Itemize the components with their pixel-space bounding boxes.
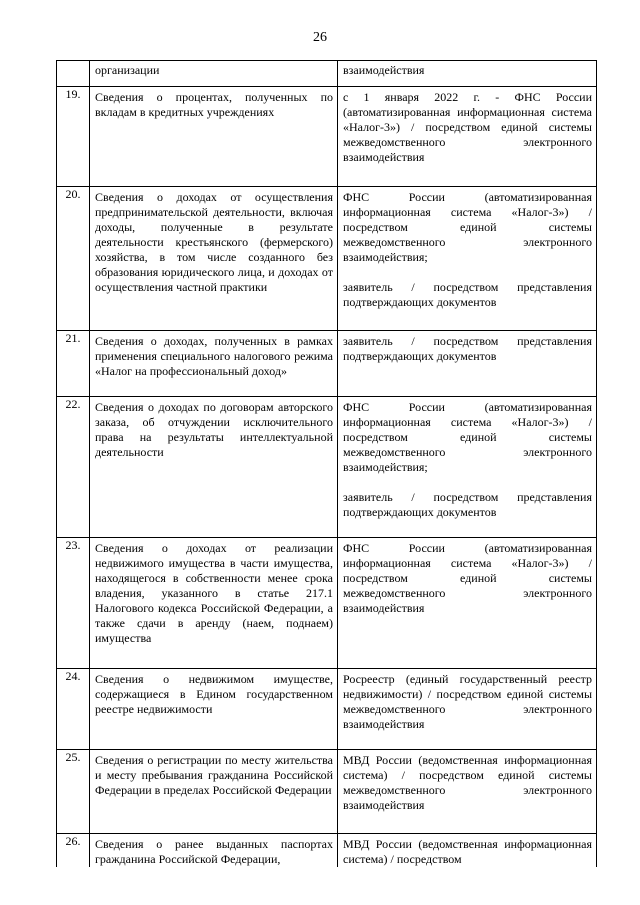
row-source — [338, 834, 596, 867]
row-description-cell — [90, 397, 338, 521]
row-gap-cell — [338, 646, 597, 669]
row-source-cell — [338, 669, 597, 733]
row-number: 23. — [57, 538, 90, 647]
row-gap-cell — [90, 379, 338, 397]
row-description: Сведения о доходах по договорам авторского заказа, об отчуждении исключительного права на результаты интеллектуальной деятельности — [95, 400, 333, 459]
row-gap — [57, 165, 597, 187]
table-row — [57, 750, 597, 814]
page-number: 26 — [313, 30, 327, 45]
row-gap-cell — [90, 165, 338, 187]
row-gap-cell — [338, 813, 597, 834]
row-number: 26. — [57, 834, 90, 868]
row-description-cell — [90, 750, 338, 814]
row-gap-cell — [57, 165, 90, 187]
row-description-cell — [90, 538, 338, 647]
row-number: 24. — [57, 669, 90, 733]
source-paragraph: МВД России (ведомственная информационная система) / посредством — [343, 837, 592, 866]
row-gap — [57, 379, 597, 397]
row-gap-cell — [338, 520, 597, 538]
row-gap-cell — [338, 379, 597, 397]
row-gap-cell — [57, 813, 90, 834]
row-source-cell — [338, 834, 597, 868]
continuation-num-cell — [57, 61, 90, 87]
table-row — [57, 669, 597, 733]
source-paragraph: заявитель / посредством представления подтверждающих документов — [343, 490, 592, 519]
row-description: Сведения о регистрации по месту жительства и месту пребывания гражданина Российской Федерации в пределах Российской Федерации — [95, 753, 333, 797]
row-gap-cell — [90, 520, 338, 538]
row-description: Сведения о доходах от осуществления предпринимательской деятельности, включая доходы, полученные в результате деятельности крестьянского (фермерского) хозяйства, в том числе созданного без образования юридического лица, и доходах от осуществления частной практики — [95, 190, 333, 294]
row-gap-cell — [338, 732, 597, 750]
row-description-cell — [90, 87, 338, 166]
row-number: 19. — [57, 87, 90, 166]
row-source — [338, 87, 596, 165]
row-description-cell — [90, 331, 338, 380]
continuation-description: организации — [95, 63, 160, 77]
row-gap-cell — [338, 310, 597, 331]
continuation-source: взаимодействия — [343, 63, 425, 77]
row-number: 22. — [57, 397, 90, 521]
continuation-description-cell — [90, 61, 338, 87]
row-gap-cell — [338, 165, 597, 187]
row-source — [338, 331, 596, 364]
row-source — [338, 538, 596, 616]
row-gap-cell — [57, 379, 90, 397]
row-gap — [57, 646, 597, 669]
row-description: Сведения о доходах от реализации недвижимого имущества в части имущества, находящегося в собственности менее срока владения, указанного в статье 217.1 Налогового кодекса Российской Федерации, а также сдачи в аренду (наем, поднаем) имущества — [95, 541, 333, 645]
row-source-cell — [338, 187, 597, 311]
table-row — [57, 187, 597, 311]
row-description: Сведения о ранее выданных паспортах гражданина Российской Федерации, — [95, 837, 333, 866]
source-paragraph: заявитель / посредством представления подтверждающих документов — [343, 334, 592, 363]
row-description: Сведения о недвижимом имуществе, содержащиеся в Едином государственном реестре недвижимости — [95, 672, 333, 716]
row-source-cell — [338, 331, 597, 380]
row-source-cell — [338, 538, 597, 647]
row-source-cell — [338, 750, 597, 814]
row-gap-cell — [57, 732, 90, 750]
source-paragraph: заявитель / посредством представления подтверждающих документов — [343, 280, 592, 309]
row-description: Сведения о доходах, полученных в рамках применения специального налогового режима «Налог на профессиональный доход» — [95, 334, 333, 378]
source-paragraph: ФНС России (автоматизированная информационная система «Налог-3») / посредством единой системы межведомственного электронного взаимодействия; — [343, 190, 592, 264]
source-paragraph: Росреестр (единый государственный реестр недвижимости) / посредством единой системы межведомственного электронного взаимодействия — [343, 672, 592, 731]
row-gap — [57, 310, 597, 331]
row-gap-cell — [57, 310, 90, 331]
row-source — [338, 669, 596, 732]
row-source-cell — [338, 87, 597, 166]
row-gap-cell — [57, 520, 90, 538]
row-source — [338, 187, 596, 310]
row-source-cell — [338, 397, 597, 521]
table-row — [57, 331, 597, 380]
row-gap-cell — [90, 813, 338, 834]
row-gap-cell — [90, 310, 338, 331]
row-gap-cell — [90, 732, 338, 750]
row-source — [338, 750, 596, 813]
source-paragraph: ФНС России (автоматизированная информационная система «Налог-3») / посредством единой системы межведомственного электронного взаимодействия; — [343, 400, 592, 474]
row-gap-cell — [90, 646, 338, 669]
continuation-source-cell — [338, 61, 597, 87]
table-row — [57, 397, 597, 521]
services-table — [56, 60, 597, 867]
row-number: 25. — [57, 750, 90, 814]
row-source — [338, 397, 596, 520]
table-row — [57, 87, 597, 166]
source-paragraph: МВД России (ведомственная информационная система) / посредством единой системы межведомственного электронного взаимодействия — [343, 753, 592, 812]
table-row — [57, 834, 597, 868]
row-gap — [57, 732, 597, 750]
row-number: 20. — [57, 187, 90, 311]
continuation-row — [57, 61, 597, 87]
source-paragraph: ФНС России (автоматизированная информационная система «Налог-3») / посредством единой системы межведомственного электронного взаимодействия — [343, 541, 592, 615]
row-description-cell — [90, 187, 338, 311]
row-description-cell — [90, 834, 338, 868]
row-description: Сведения о процентах, полученных по вкладам в кредитных учреждениях — [95, 90, 333, 119]
row-gap-cell — [57, 646, 90, 669]
table-row — [57, 538, 597, 647]
row-gap — [57, 520, 597, 538]
source-paragraph: с 1 января 2022 г. - ФНС России (автоматизированная информационная система «Налог-3») / посредством единой системы межведомственного электронного взаимодействия — [343, 90, 592, 164]
row-description-cell — [90, 669, 338, 733]
row-number: 21. — [57, 331, 90, 380]
row-gap — [57, 813, 597, 834]
